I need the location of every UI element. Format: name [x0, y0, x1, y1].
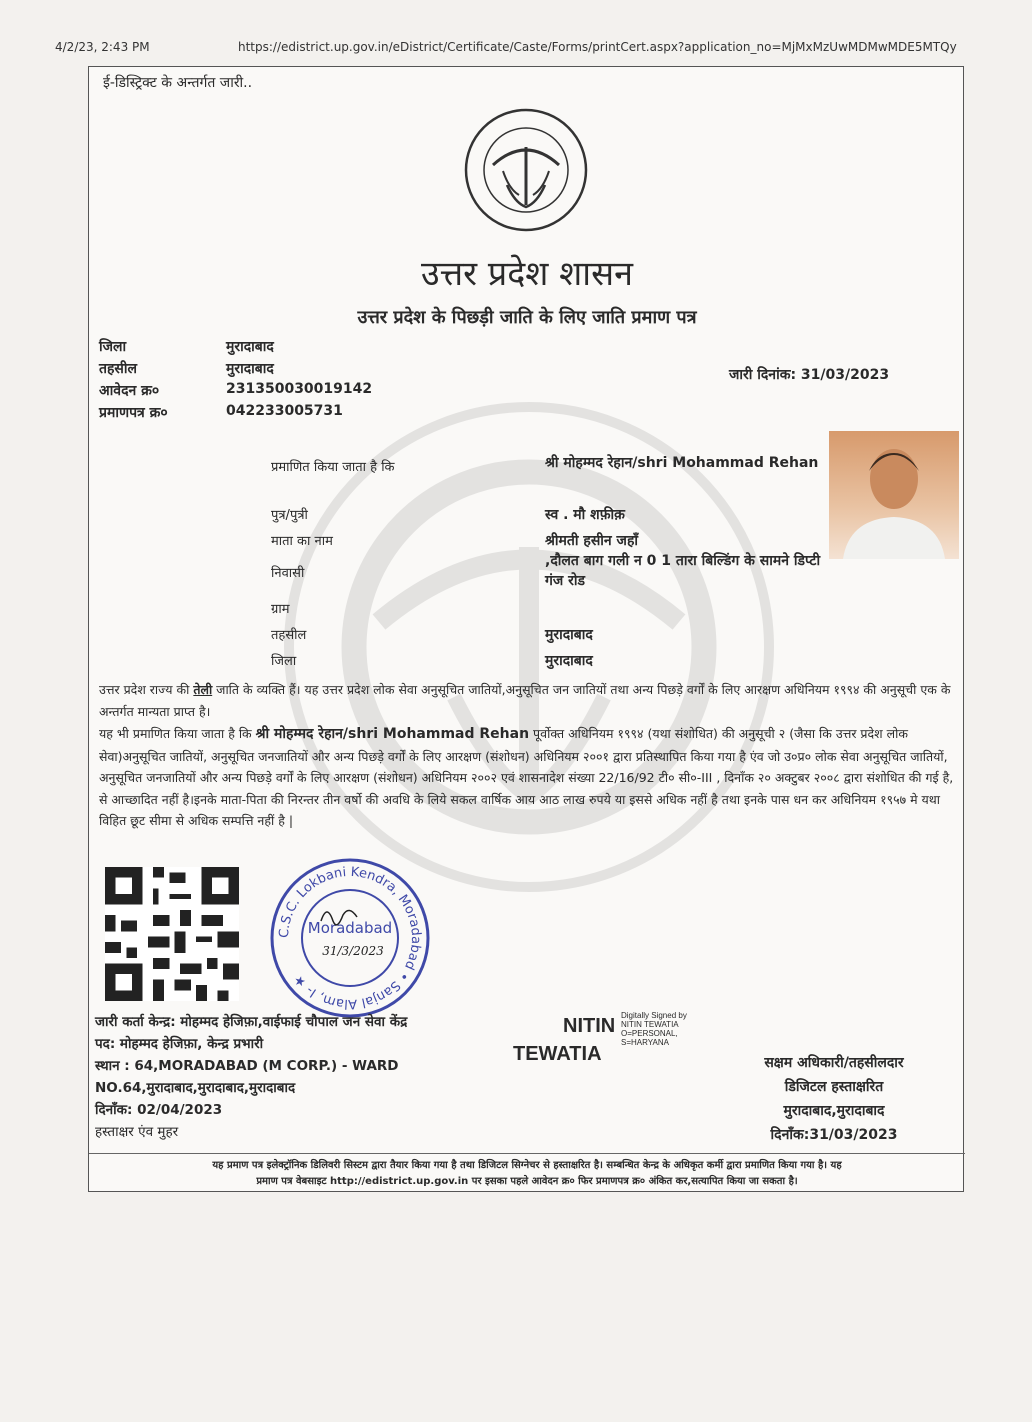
caste-statement: उत्तर प्रदेश राज्य की तेली जाति के व्यक्ति हैं। यह उत्तर प्रदेश लोक सेवा अनुसूचित जातियों,अनुसूचित जन जातियों तथा अन्य पिछड़े वर्गों के लिए आरक्षण अधिनियम १९९४ की अनुसूची एक के अन्तर्गत मान्यता प्राप्त है।	[99, 682, 951, 719]
qr-code	[105, 867, 239, 1001]
applicant-name: श्री मोहम्मद रेहान/shri Mohammad Rehan	[255, 726, 530, 742]
print-datetime: 4/2/23, 2:43 PM	[55, 40, 150, 54]
issue-date: जारी दिनांक: 31/03/2023	[729, 367, 890, 383]
stamp-date: 31/3/2023	[322, 944, 384, 958]
print-url: https://edistrict.up.gov.in/eDistrict/Certificate/Caste/Forms/printCert.aspx?application_no=MjMxMzUwMDMwMDE5MTQy	[238, 40, 957, 54]
caste-name: तेली	[193, 682, 213, 697]
meta-row-tehsil: तहसील मुरादाबाद	[99, 361, 274, 377]
creamy-layer-statement: यह भी प्रमाणित किया जाता है कि श्री मोहम्मद रेहान/shri Mohammad Rehan पूर्वोक्त अधिनियम १९९४ (यथा संशोधित) की अनुसूची २ (जैसा कि उत्तर प्रदेश लोक सेवा)अनुसूचित जातियों, अनुसूचित जनजातियों और अन्य पिछड़े वर्गों के लिए आरक्षण (संशोधन) अधिनियम २००१ द्वारा प्रतिस्थापित किया गया है एंव जो उ०प्र० लोक सेवा अनुसूचित जातियों, अनुसूचित जनजातियों और अन्य पिछड़े वर्गों के लिए आरक्षण (संशोधन) अधिनियम २००२ एवं शासनादेश संख्या 22/16/92 टी० सी०-III , दिनाँक २० अक्टुबर २००८ द्वारा संशोधित की गई है, से आच्छादित नहीं है।इनके माता-पिता की निरन्तर तीन वर्षो की अवधि के लिये सकल वार्षिक आय आठ लाख रुपये या इससे अधिक नहीं है तथा इनके पास धन कर अधिनियम १९५७ मे यथा विहित छूट सीमा से अधिक सम्पत्ति नहीं है |	[99, 726, 954, 828]
stamp-center-text: Moradabad	[307, 919, 393, 937]
browser-print-header	[0, 40, 1032, 60]
digital-signature-block: NITIN TEWATIA Digitally Signed by NITIN TEWATIA O=PERSONAL, S=HARYANA	[513, 1011, 687, 1065]
certificate-title: उत्तर प्रदेश के पिछड़ी जाति के लिए जाति प्रमाण पत्र	[357, 307, 697, 328]
government-title: उत्तर प्रदेश शासन	[421, 254, 633, 294]
meta-row-application-no: आवेदन क्र० 231350030019142	[99, 381, 373, 399]
meta-row-district: जिला मुरादाबाद	[99, 339, 274, 355]
applicant-photo	[829, 431, 959, 559]
stamp-ring-text: C.S.C. Lokbani Kendra, Moradabad • Sanjal Alam, I- ★	[276, 864, 424, 1012]
stamp-seal-icon	[269, 857, 431, 1019]
up-government-emblem-icon	[463, 107, 589, 233]
verification-footer: यह प्रमाण पत्र इलेक्ट्रॉनिक डिलिवरी सिस्टम द्वारा तैयार किया गया है तथा डिजिटल सिग्नेचर से हस्ताक्षरित है। सम्बन्धित केन्द्र के अधिकृत कर्मी द्वारा प्रमाणित किया गया है। यह प्रमाण पत्र वेबसाइट http://edistrict.up.gov.in पर इसका पहले आवेदन क्र० फिर प्रमाणपत्र क्र० अंकित कर,सत्यापित किया जा सकता है।	[89, 1153, 965, 1190]
edistrict-note: ई-डिस्ट्रिक्ट के अन्तर्गत जारी..	[103, 75, 253, 91]
certificate-meta	[99, 337, 372, 425]
csc-rubber-stamp	[269, 857, 431, 1019]
competent-authority: सक्षम अधिकारी/तहसीलदार डिजिटल हस्ताक्षरित मुरादाबाद,मुरादाबाद दिनाँक:31/03/2023	[764, 1055, 904, 1143]
person-photo-icon	[829, 431, 959, 559]
issuing-center: जारी कर्ता केन्द्र: मोहम्मद हेजिफ़ा,वाईफाई चौपाल जन सेवा केंद्र पद: मोहम्मद हेजिफ़ा, केन्द्र प्रभारी स्थान : 64,MORADABAD (M CORP.) - WARD NO.64,मुरादाबाद,मुरादाबाद,मुरादाबाद दिनाँक: 02/04/2023 हस्ताक्षर एंव मुहर	[95, 1014, 408, 1140]
svg-text:C.S.C. Lokbani Kendra, Moradab	[277, 865, 423, 1011]
certificate-sheet: ई-डिस्ट्रिक्ट के अन्तर्गत जारी.. उत्तर प्रदेश शासन उत्तर प्रदेश के पिछड़ी जाति के लिए जाति प्रमाण पत्र जिला मुरादाबाद तहसील मुरादाबाद आवेदन क्र० 231350030019142 प्रमाणपत्र क्र० 042233005731 जारी दिनांक: 31/03/2023 प्रमाणित किया जाता है कि श्री मोहम्मद रेहान/shri Mohammad Rehan पुत्र/पुत्री स्व . मौ शफ़ीक़ माता का नाम श्रीमती हसीन जहाँ निवासी ,दौलत बाग गली न 0 1 तारा बिल्डिंग के सामने डिप्टी गंज रोड ग्राम तहसील मुरादाबाद जिला मुरादाबाद उत्तर प्रदेश राज्य की तेली जाति के व्यक्ति हैं। यह उत्तर प्रदेश लोक सेवा अनुसूचित जातियों,अनुसूचित जन जातियों तथा अन्य पिछड़े वर्गों के लिए आरक्षण अधिनियम १९९४ की अनुसूची एक के अन्तर्गत मान्यता प्राप्त है। यह भी प्रमाणित किया जाता है कि श्री मोहम्मद रेहान/shri Mohammad Rehan पूर्वोक्त अधिनियम १९९४ (यथा संशोधित) की अनुसूची २ (जैसा कि उत्तर प्रदेश लोक सेवा)अनुसूचित जातियों, अनुसूचित जनजातियों और अन्य पिछड़े वर्गों के लिए आरक्षण (संशोधन) अधिनियम २००१ द्वारा प्रतिस्थापित किया गया है एंव जो उ०प्र० लोक सेवा अनुसूचित जातियों, अनुसूचित जनजातियों और अन्य पिछड़े वर्गों के लिए आरक्षण (संशोधन) अधिनियम २००२ एवं शासनादेश संख्या 22/16/92 टी० सी०-III , दिनाँक २० अक्टुबर २००८ द्वारा संशोधित की गई है, से आच्छादित नहीं है।इनके माता-पिता की निरन्तर तीन वर्षो की अवधि के लिये सकल वार्षिक आय आठ लाख रुपये या इससे अधिक नहीं है तथा इनके पास धन कर अधिनियम १९५७ मे यथा विहित छूट सीमा से अधिक सम्पत्ति नहीं है | C.S.C. Lokbani Kendra, Moradabad • Sanjal Alam, I- ★ Moradabad 31/3/2023 जारी कर्ता केन्द्र: मोहम्मद हेजिफ़ा,वाईफाई चौपाल जन सेवा केंद्र पद: मोहम्मद हेजिफ़ा, केन्द्र प्रभारी स्थान : 64,MORADABAD (M CORP.) - WARD NO.64,मुरादाबाद,मुरादाबाद,मुरादाबाद दिनाँक: 02/04/2023 हस्ताक्षर एंव मुहर NITIN TEWATIA Digitally Signed by NITIN TEWATIA O=PERSONAL, S=HARYANA सक्षम अधिकारी/तहसीलदार डिजिटल हस्ताक्षरित मुरादाबाद,मुरादाबाद दिनाँक:31/03/2023 यह प्रमाण पत्र इलेक्ट्रॉनिक डिलिवरी सिस्टम द्वारा तैयार किया गया है तथा डिजिटल सिग्नेचर से हस्ताक्षरित है। सम्बन्धित केन्द्र के अधिकृत कर्मी द्वारा प्रमाणित किया गया है। यह प्रमाण पत्र वेबसाइट http://edistrict.up.gov.in पर इसका पहले आवेदन क्र० फिर प्रमाणपत्र क्र० अंकित कर,सत्यापित किया जा सकता है।	[88, 66, 964, 1192]
meta-row-certificate-no: प्रमाणपत्र क्र० 042233005731	[99, 403, 343, 421]
